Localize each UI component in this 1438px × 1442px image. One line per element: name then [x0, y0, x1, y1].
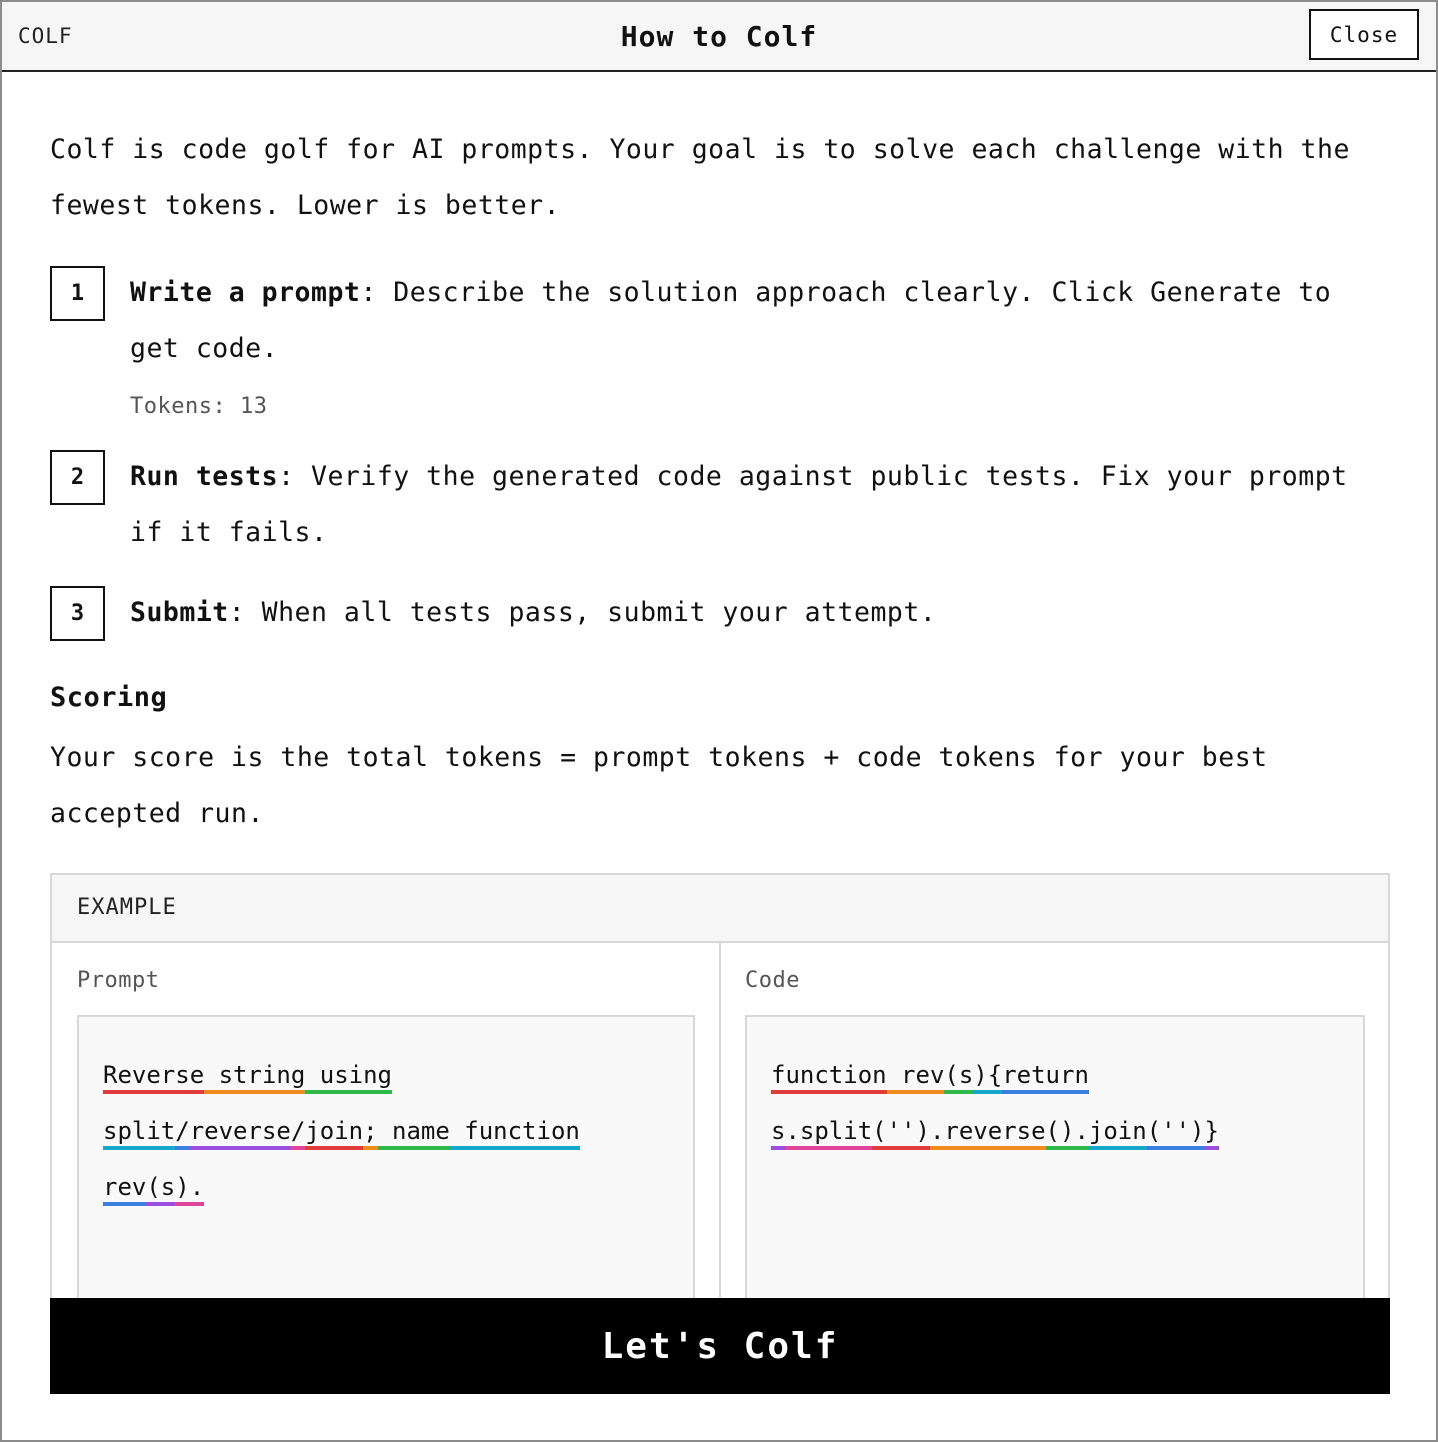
token: / [175, 1117, 189, 1150]
token: join [1089, 1117, 1147, 1150]
token: .split [785, 1117, 872, 1150]
step-title: Submit [130, 597, 229, 628]
token: return [1002, 1061, 1089, 1094]
brand-logo: COLF [18, 24, 73, 48]
dialog-header [2, 2, 1436, 72]
token: split [103, 1117, 175, 1150]
token: ; [363, 1117, 377, 1150]
example-panel [50, 873, 1390, 1303]
example-header [52, 875, 1388, 943]
pane-divider [719, 941, 721, 1301]
token: ){ [973, 1061, 1002, 1094]
token: .reverse [930, 1117, 1046, 1150]
dialog-title: How to Colf [620, 20, 818, 53]
token: (). [1046, 1117, 1089, 1150]
example-code-box [745, 1015, 1365, 1303]
token: ('') [1147, 1117, 1205, 1150]
step-description [130, 265, 1390, 377]
scoring-heading: Scoring [50, 682, 168, 713]
prompt-token-count: Tokens: 13 [130, 394, 268, 419]
step-number: 1 [50, 266, 105, 321]
token: rev [887, 1061, 945, 1094]
token: string [204, 1061, 305, 1094]
step-body: : When all tests pass, submit your attempt. [228, 597, 937, 628]
token: (s [146, 1173, 175, 1206]
token: } [1205, 1117, 1219, 1150]
step-title: Write a prompt [130, 277, 361, 308]
prompt-pane-label: Prompt [77, 968, 160, 993]
token: rev [103, 1173, 146, 1206]
code-pane-label: Code [745, 968, 800, 993]
scoring-text: Your score is the total tokens = prompt tokens + code tokens for your best accepted run. [50, 742, 1268, 829]
step-description [130, 449, 1390, 561]
token: s [771, 1117, 785, 1150]
step-body: : Describe the solution approach clearly. Click Generate to get code. [130, 277, 1332, 364]
token: ('') [872, 1117, 930, 1150]
token: ). [175, 1173, 204, 1206]
step-description [130, 585, 1390, 641]
step-title: Run tests [130, 461, 279, 492]
token: function [450, 1117, 580, 1150]
token: name [378, 1117, 450, 1150]
step-number: 2 [50, 450, 105, 505]
step-body: : Verify the generated code against public tests. Fix your prompt if it fails. [130, 461, 1348, 548]
token: function [771, 1061, 887, 1094]
token: reverse [190, 1117, 291, 1150]
intro-text: Colf is code golf for AI prompts. Your goal is to solve each challenge with the fewest tokens. Lower is better. [50, 134, 1350, 221]
example-prompt-box [77, 1015, 695, 1303]
lets-colf-button[interactable]: Let's Colf [50, 1298, 1390, 1394]
example-label: EXAMPLE [77, 895, 177, 920]
close-button[interactable]: Close [1309, 9, 1419, 60]
token: / [291, 1117, 305, 1150]
token: join [305, 1117, 363, 1150]
token: (s [944, 1061, 973, 1094]
step-number: 3 [50, 586, 105, 641]
token: using [305, 1061, 392, 1094]
token: Reverse [103, 1061, 204, 1094]
